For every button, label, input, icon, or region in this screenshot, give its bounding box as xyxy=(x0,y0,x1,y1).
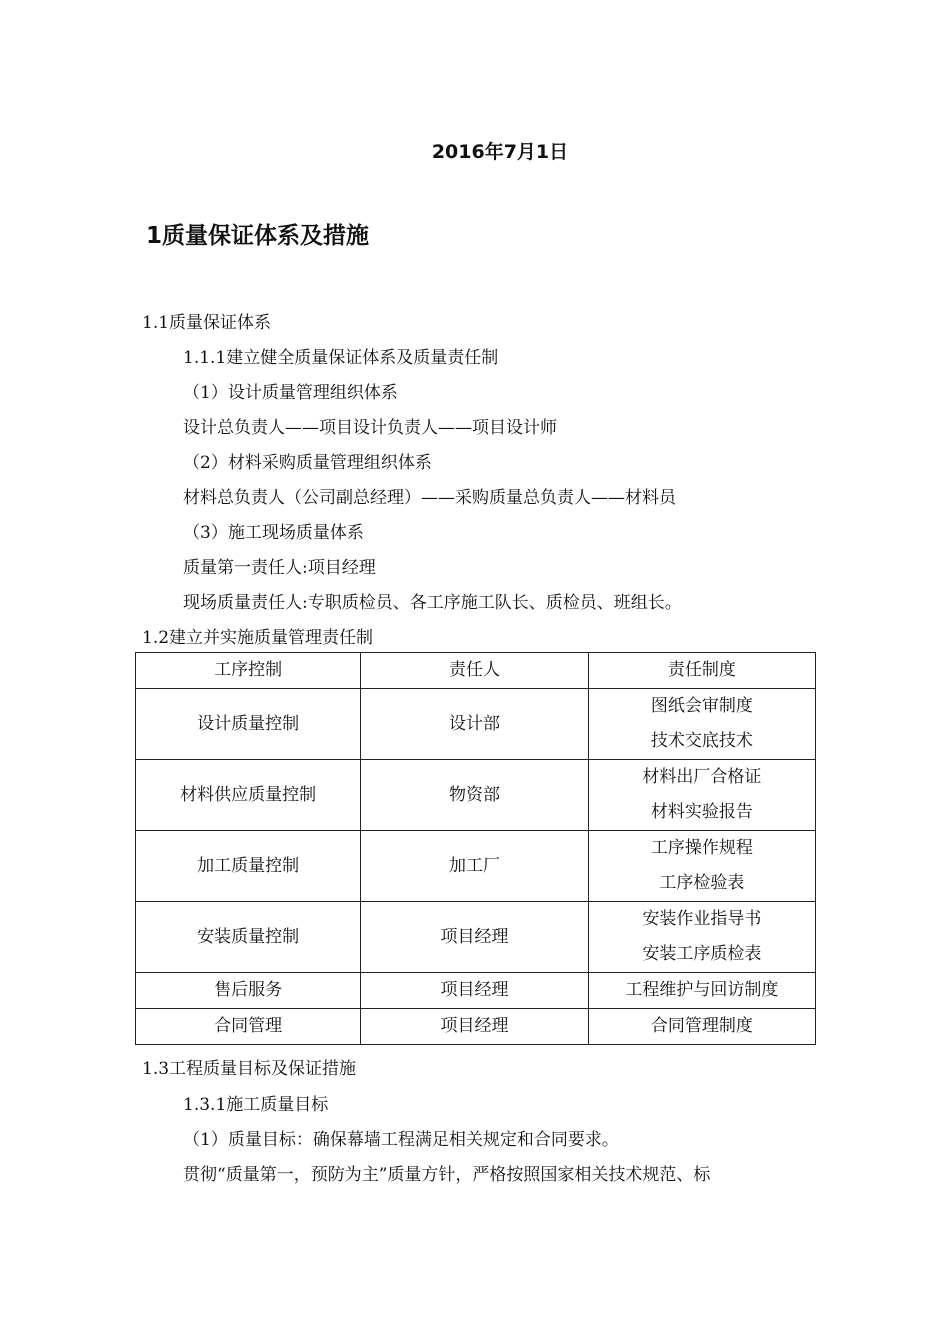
paragraph: （2）材料采购质量管理组织体系 xyxy=(183,453,432,473)
system-line: 技术交底技术 xyxy=(650,731,753,751)
section-1-2-title: 1.2建立并实施质量管理责任制 xyxy=(142,628,374,648)
table-cell-process: 合同管理 xyxy=(136,1009,361,1045)
table-cell-system xyxy=(588,902,815,973)
system-line: 材料实验报告 xyxy=(650,802,753,822)
table-cell-process: 材料供应质量控制 xyxy=(136,760,361,831)
system-line: 图纸会审制度 xyxy=(650,696,753,716)
table-row xyxy=(136,973,816,1009)
paragraph: （1）质量目标：确保幕墙工程满足相关规定和合同要求。 xyxy=(183,1130,619,1150)
paragraph: （1）设计质量管理组织体系 xyxy=(183,383,398,403)
table-cell-process: 设计质量控制 xyxy=(136,689,361,760)
section-1-1-title: 1.1质量保证体系 xyxy=(142,313,272,333)
table-cell-owner: 加工厂 xyxy=(361,831,588,902)
table-row xyxy=(136,1009,816,1045)
paragraph: 材料总负责人（公司副总经理）——采购质量总负责人——材料员 xyxy=(183,488,676,508)
table-header-cell: 工序控制 xyxy=(136,653,361,689)
table-cell-owner: 项目经理 xyxy=(361,1009,588,1045)
table-cell-process: 加工质量控制 xyxy=(136,831,361,902)
document-date: 2016年7月1日 xyxy=(431,141,569,163)
table-header-cell: 责任人 xyxy=(361,653,588,689)
table-row xyxy=(136,902,816,973)
table-row xyxy=(136,689,816,760)
paragraph: 质量第一责任人:项目经理 xyxy=(183,558,376,578)
table-header-row xyxy=(136,653,816,689)
system-line: 工序操作规程 xyxy=(650,838,753,858)
table-cell-owner: 项目经理 xyxy=(361,902,588,973)
table-header-cell: 责任制度 xyxy=(588,653,815,689)
section-1-1-1-title: 1.1.1建立健全质量保证体系及质量责任制 xyxy=(183,348,499,368)
table-cell-system: 工程维护与回访制度 xyxy=(588,973,815,1009)
paragraph: 现场质量责任人:专职质检员、各工序施工队长、质检员、班组长。 xyxy=(183,593,682,613)
table-cell-owner: 设计部 xyxy=(361,689,588,760)
paragraph: 贯彻“质量第一，预防为主”质量方针，严格按照国家相关技术规范、标 xyxy=(183,1165,711,1185)
table-cell-process: 安装质量控制 xyxy=(136,902,361,973)
table-cell-process: 售后服务 xyxy=(136,973,361,1009)
heading-1: 1质量保证体系及措施 xyxy=(146,223,370,249)
system-line: 安装工序质检表 xyxy=(642,944,762,964)
section-1-3-title: 1.3工程质量目标及保证措施 xyxy=(142,1059,357,1079)
table-cell-system xyxy=(588,831,815,902)
paragraph: 设计总负责人——项目设计负责人——项目设计师 xyxy=(183,418,557,438)
table-row xyxy=(136,831,816,902)
table-cell-owner: 物资部 xyxy=(361,760,588,831)
table-row xyxy=(136,760,816,831)
table-cell-system: 合同管理制度 xyxy=(588,1009,815,1045)
table-cell-system xyxy=(588,689,815,760)
system-line: 安装作业指导书 xyxy=(642,909,762,929)
system-line: 材料出厂合格证 xyxy=(642,767,762,787)
table-cell-system xyxy=(588,760,815,831)
paragraph: （3）施工现场质量体系 xyxy=(183,523,364,543)
responsibility-table xyxy=(135,652,816,1045)
section-1-3-1-title: 1.3.1施工质量目标 xyxy=(183,1095,329,1115)
system-line: 工序检验表 xyxy=(659,873,745,893)
table-cell-owner: 项目经理 xyxy=(361,973,588,1009)
